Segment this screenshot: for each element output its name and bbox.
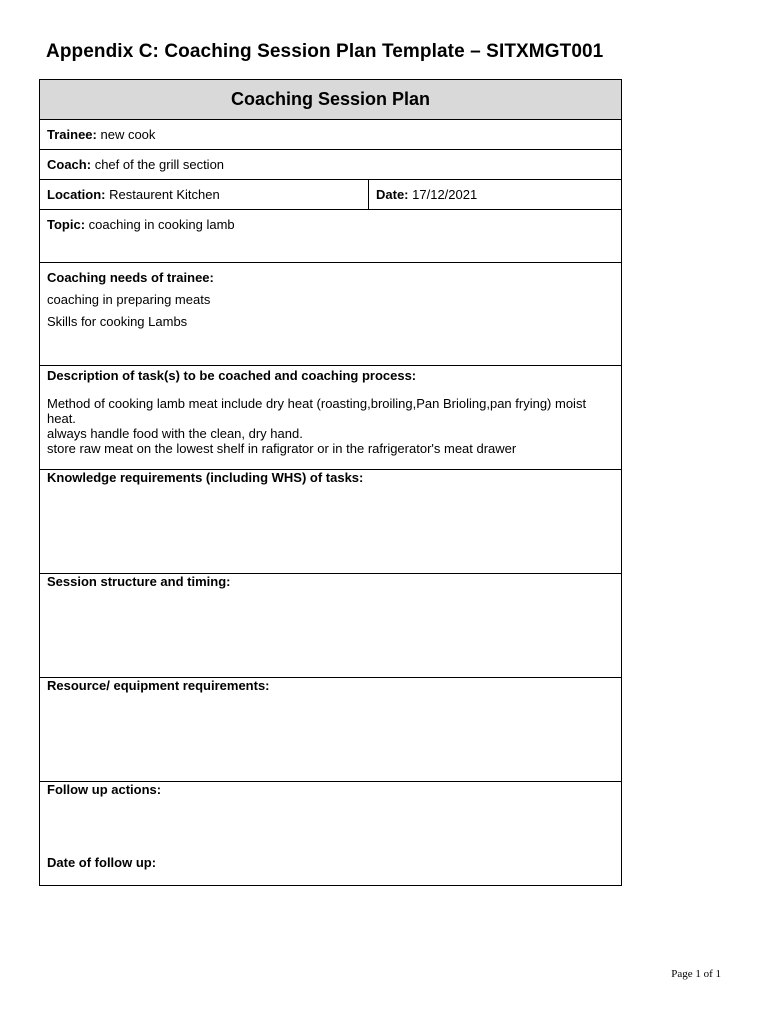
task-description-label: Description of task(s) to be coached and coaching process: xyxy=(47,368,417,383)
page-number: Page 1 of 1 xyxy=(671,968,721,980)
date-field[interactable] xyxy=(369,180,622,210)
resource-requirements-label: Resource/ equipment requirements: xyxy=(47,678,270,693)
location-value: Restaurent Kitchen xyxy=(109,187,220,202)
trainee-value: new cook xyxy=(100,127,156,142)
location-field[interactable] xyxy=(40,180,369,210)
date-value: 17/12/2021 xyxy=(412,187,478,202)
task-description-line: Method of cooking lamb meat include dry heat (roasting,broiling,Pan Brioling,pan frying) moist heat. xyxy=(47,396,587,426)
session-structure-label: Session structure and timing: xyxy=(47,574,231,589)
task-description-field[interactable] xyxy=(40,366,622,470)
plan-header: Coaching Session Plan xyxy=(40,80,622,120)
page-title: Appendix C: Coaching Session Plan Template – SITXMGT001 xyxy=(46,41,604,62)
follow-up-date-label: Date of follow up: xyxy=(47,855,157,870)
coach-label: Coach: xyxy=(47,157,92,172)
coaching-needs-line: coaching in preparing meats xyxy=(47,292,211,307)
topic-value: coaching in cooking lamb xyxy=(88,217,235,232)
follow-up-label: Follow up actions: xyxy=(47,782,162,797)
knowledge-requirements-field[interactable] xyxy=(40,470,622,574)
coaching-needs-label: Coaching needs of trainee: xyxy=(47,270,214,285)
follow-up-field[interactable] xyxy=(40,782,622,886)
trainee-field[interactable] xyxy=(40,120,622,150)
resource-requirements-field[interactable] xyxy=(40,678,622,782)
task-description-line: always handle food with the clean, dry hand. xyxy=(47,426,303,441)
coaching-needs-field[interactable] xyxy=(40,263,622,366)
coach-value: chef of the grill section xyxy=(94,157,225,172)
session-structure-field[interactable] xyxy=(40,574,622,678)
coaching-session-plan-table xyxy=(39,79,622,886)
knowledge-requirements-label: Knowledge requirements (including WHS) of tasks: xyxy=(47,470,364,485)
location-label: Location: xyxy=(47,187,106,202)
date-label: Date: xyxy=(376,187,409,202)
topic-field[interactable] xyxy=(40,210,622,263)
coach-field[interactable] xyxy=(40,150,622,180)
coaching-needs-line: Skills for cooking Lambs xyxy=(47,314,188,329)
trainee-label: Trainee: xyxy=(47,127,97,142)
topic-label: Topic: xyxy=(47,217,86,232)
task-description-line: store raw meat on the lowest shelf in rafigrator or in the rafrigerator's meat drawer xyxy=(47,441,517,456)
